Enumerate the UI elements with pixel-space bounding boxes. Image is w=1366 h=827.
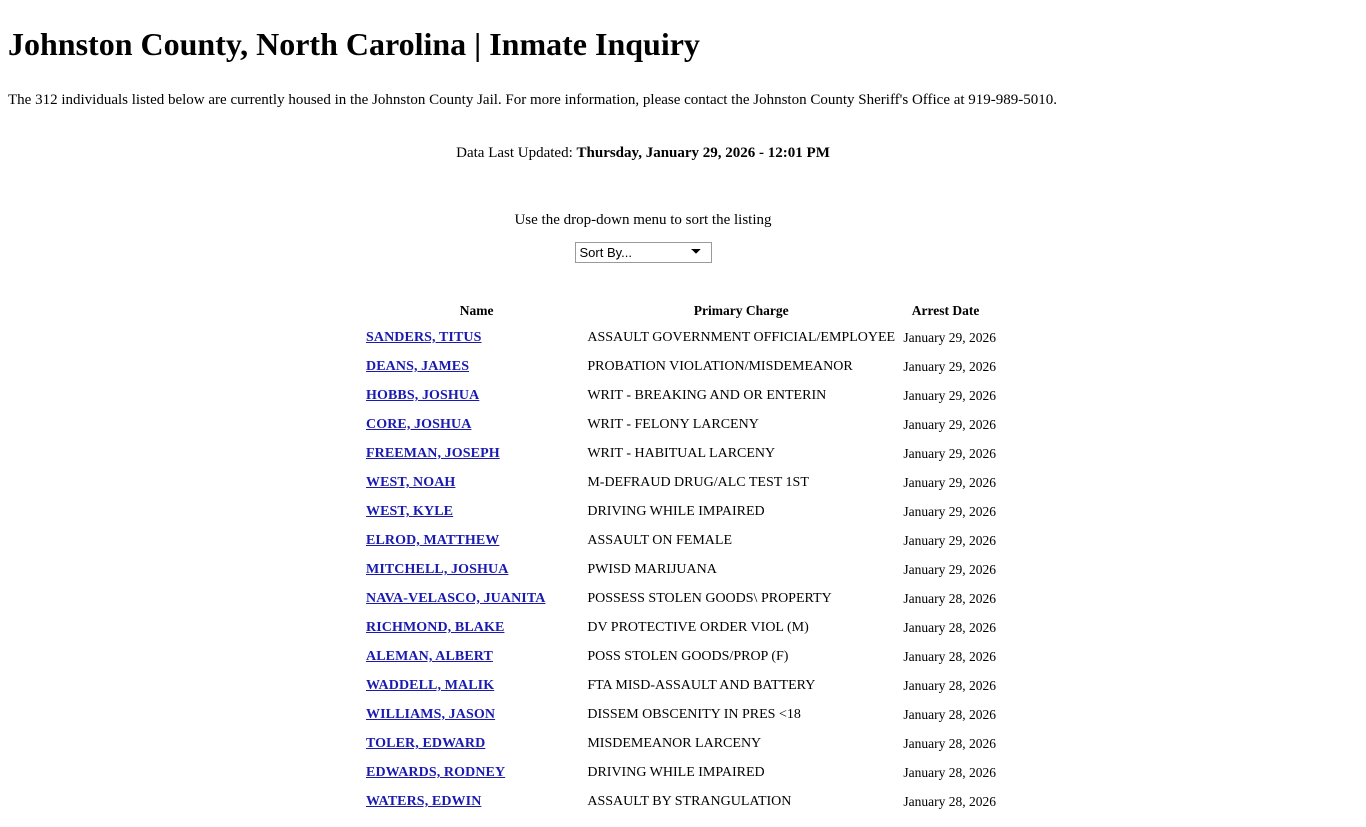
inmate-name-link[interactable]: EDWARDS, RODNEY (366, 764, 506, 780)
cell-primary-charge: DRIVING WHILE IMPAIRED (587, 503, 765, 519)
cell-arrest-date: January 29, 2026 (903, 532, 996, 548)
inmate-name-link[interactable]: NAVA-VELASCO, JUANITA (366, 590, 546, 606)
inmate-name-link[interactable]: FREEMAN, JOSEPH (366, 445, 500, 461)
table-row (366, 558, 996, 587)
table-row (366, 645, 996, 674)
cell-primary-charge: PROBATION VIOLATION/MISDEMEANOR (587, 358, 853, 374)
cell-primary-charge: M-DEFRAUD DRUG/ALC TEST 1ST (587, 474, 809, 490)
intro-paragraph: The 312 individuals listed below are currently housed in the Johnston County Jail. For more information, please contact the Johnston County Sheriff's Office at 919-989-5010. (8, 91, 1058, 108)
column-header-name: Name (459, 302, 494, 318)
cell-inmate-name (366, 703, 587, 732)
cell-inmate-name (366, 442, 587, 471)
cell-primary-charge: FTA MISD-ASSAULT AND BATTERY (587, 677, 816, 693)
inmate-name-link[interactable]: CORE, JOSHUA (366, 416, 472, 432)
column-header-date: Arrest Date (911, 302, 980, 318)
inmate-name-link[interactable]: MITCHELL, JOSHUA (366, 561, 509, 577)
inmate-table-container (8, 303, 1358, 819)
table-header (366, 303, 996, 326)
cell-arrest-date: January 29, 2026 (903, 387, 996, 403)
table-row (366, 355, 996, 384)
cell-primary-charge: ASSAULT ON FEMALE (587, 532, 733, 548)
cell-inmate-name (366, 384, 587, 413)
cell-arrest-date: January 28, 2026 (903, 706, 996, 722)
table-row (366, 616, 996, 645)
cell-primary-charge: WRIT - BREAKING AND OR ENTERIN (587, 387, 827, 403)
cell-arrest-date: January 28, 2026 (903, 590, 996, 606)
inmate-name-link[interactable]: RICHMOND, BLAKE (366, 619, 505, 635)
table-body (366, 326, 996, 819)
cell-inmate-name (366, 761, 587, 790)
table-row (366, 442, 996, 471)
cell-arrest-date: January 29, 2026 (903, 474, 996, 490)
cell-primary-charge: ASSAULT GOVERNMENT OFFICIAL/EMPLOYEE (587, 329, 896, 345)
sort-instruction: Use the drop-down menu to sort the listing (514, 211, 772, 228)
table-row (366, 326, 996, 355)
cell-inmate-name (366, 326, 587, 355)
cell-primary-charge: WRIT - HABITUAL LARCENY (587, 445, 776, 461)
cell-arrest-date: January 28, 2026 (903, 764, 996, 780)
cell-inmate-name (366, 674, 587, 703)
table-row (366, 761, 996, 790)
inmate-name-link[interactable]: WILLIAMS, JASON (366, 706, 496, 722)
cell-arrest-date: January 29, 2026 (903, 358, 996, 374)
cell-primary-charge: DRIVING WHILE IMPAIRED (587, 764, 765, 780)
cell-inmate-name (366, 616, 587, 645)
table-row (366, 500, 996, 529)
cell-inmate-name (366, 732, 587, 761)
cell-arrest-date: January 29, 2026 (903, 561, 996, 577)
inmate-name-link[interactable]: ALEMAN, ALBERT (366, 648, 493, 664)
page-title: Johnston County, North Carolina | Inmate Inquiry (8, 26, 700, 62)
cell-inmate-name (366, 587, 587, 616)
cell-inmate-name (366, 529, 587, 558)
table-row (366, 790, 996, 819)
inmate-name-link[interactable]: WEST, KYLE (366, 503, 454, 519)
sort-select-container (8, 242, 1358, 263)
table-row (366, 529, 996, 558)
cell-arrest-date: January 29, 2026 (903, 416, 996, 432)
cell-inmate-name (366, 500, 587, 529)
table-row (366, 413, 996, 442)
sort-by-select[interactable] (575, 242, 712, 263)
table-header-row (366, 303, 996, 326)
cell-primary-charge: DV PROTECTIVE ORDER VIOL (M) (587, 619, 809, 635)
column-header-charge: Primary Charge (693, 302, 789, 318)
table-row (366, 674, 996, 703)
cell-primary-charge: POSS STOLEN GOODS/PROP (F) (587, 648, 789, 664)
cell-inmate-name (366, 413, 587, 442)
cell-arrest-date: January 29, 2026 (903, 329, 996, 345)
cell-arrest-date: January 28, 2026 (903, 735, 996, 751)
cell-inmate-name (366, 558, 587, 587)
table-row (366, 703, 996, 732)
inmate-name-link[interactable]: WADDELL, MALIK (366, 677, 495, 693)
cell-arrest-date: January 29, 2026 (903, 445, 996, 461)
last-updated-line (8, 145, 1358, 162)
cell-primary-charge: ASSAULT BY STRANGULATION (587, 793, 792, 809)
table-row (366, 732, 996, 761)
cell-arrest-date: January 28, 2026 (903, 648, 996, 664)
last-updated-value: Thursday, January 29, 2026 - 12:01 PM (576, 144, 830, 161)
cell-inmate-name (366, 471, 587, 500)
inmate-table (366, 303, 996, 819)
inmate-name-link[interactable]: WATERS, EDWIN (366, 793, 482, 809)
cell-primary-charge: PWISD MARIJUANA (587, 561, 717, 577)
inmate-name-link[interactable]: ELROD, MATTHEW (366, 532, 500, 548)
inmate-name-link[interactable]: SANDERS, TITUS (366, 329, 482, 345)
cell-arrest-date: January 28, 2026 (903, 793, 996, 809)
table-row (366, 587, 996, 616)
table-row (366, 384, 996, 413)
cell-primary-charge: POSSESS STOLEN GOODS\ PROPERTY (587, 590, 832, 606)
cell-arrest-date: January 29, 2026 (903, 503, 996, 519)
inmate-name-link[interactable]: WEST, NOAH (366, 474, 456, 490)
cell-primary-charge: WRIT - FELONY LARCENY (587, 416, 759, 432)
cell-inmate-name (366, 790, 587, 819)
last-updated-label: Data Last Updated: (456, 144, 577, 161)
cell-primary-charge: MISDEMEANOR LARCENY (587, 735, 762, 751)
inmate-name-link[interactable]: TOLER, EDWARD (366, 735, 486, 751)
table-row (366, 471, 996, 500)
inmate-name-link[interactable]: DEANS, JAMES (366, 358, 470, 374)
inmate-name-link[interactable]: HOBBS, JOSHUA (366, 387, 480, 403)
cell-arrest-date: January 28, 2026 (903, 619, 996, 635)
cell-inmate-name (366, 355, 587, 384)
cell-arrest-date: January 28, 2026 (903, 677, 996, 693)
cell-inmate-name (366, 645, 587, 674)
cell-primary-charge: DISSEM OBSCENITY IN PRES <18 (587, 706, 801, 722)
